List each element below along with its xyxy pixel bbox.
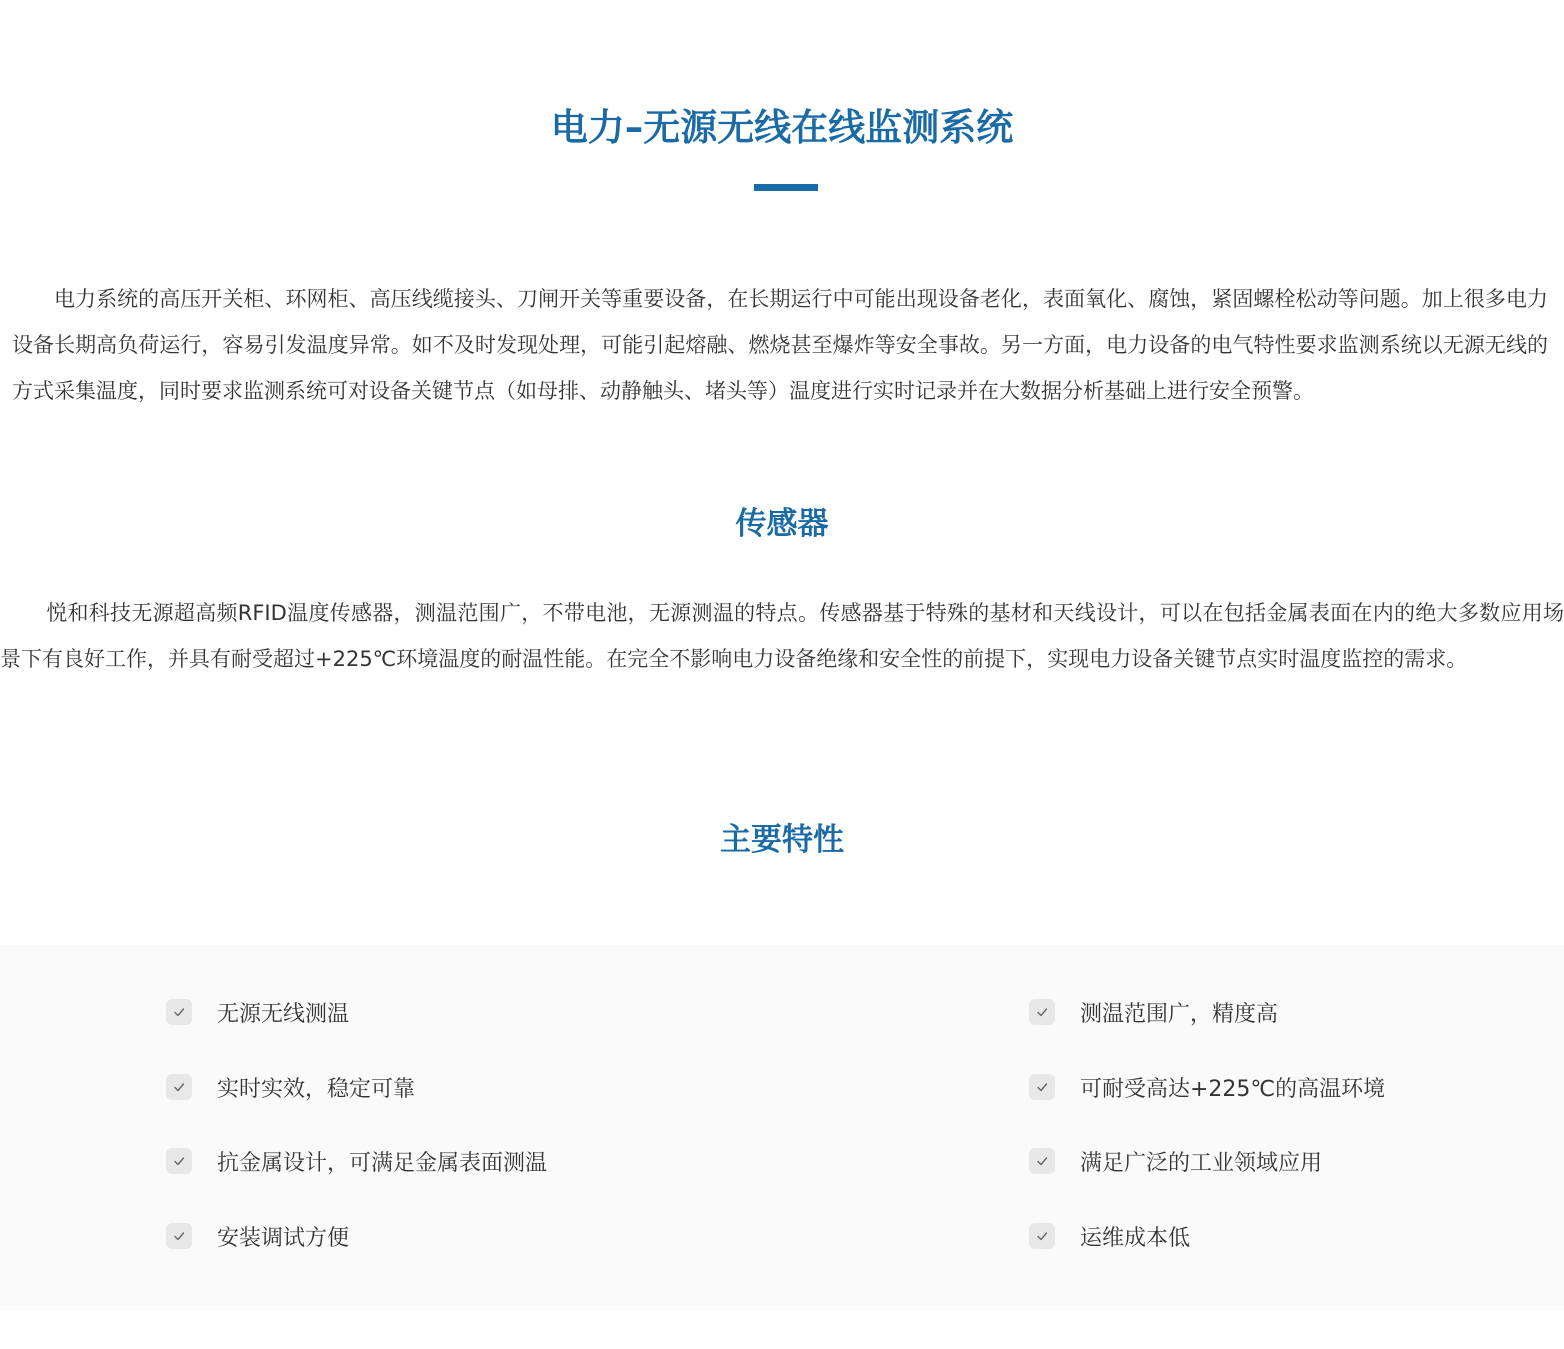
features-heading: 主要特性 [720, 822, 844, 858]
feature-item [1029, 1067, 1385, 1107]
title-underline [754, 184, 818, 191]
feature-item [1029, 992, 1278, 1032]
sensor-heading: 传感器 [735, 506, 829, 542]
feature-label: 满足广泛的工业领域应用 [1080, 1150, 1323, 1176]
feature-label: 抗金属设计，可满足金属表面测温 [217, 1150, 548, 1176]
feature-item [1029, 1216, 1190, 1256]
check-icon [1029, 1148, 1055, 1174]
feature-item [166, 992, 349, 1032]
check-icon [1029, 1223, 1055, 1249]
feature-label: 运维成本低 [1080, 1225, 1191, 1251]
check-icon [166, 1223, 192, 1249]
feature-label: 测温范围广，精度高 [1080, 1001, 1279, 1027]
intro-paragraph: 电力系统的高压开关柜、环网柜、高压线缆接头、刀闸开关等重要设备，在长期运行中可能出现设备老化，表面氧化、腐蚀，紧固螺栓松动等问题。加上很多电力设备长期高负荷运行，容易引发温度异常。如不及时发现处理，可能引起熔融、燃烧甚至爆炸等安全事故。另一方面，电力设备的电气特性要求监测系统以无源无线的方式采集温度，同时要求监测系统可对设备关键节点（如母排、动静触头、堵头等）温度进行实时记录并在大数据分析基础上进行安全预警。 [12, 287, 1548, 403]
feature-label: 可耐受高达+225℃的高温环境 [1080, 1076, 1386, 1102]
check-icon [1029, 999, 1055, 1025]
check-icon [166, 1074, 192, 1100]
feature-item [1029, 1141, 1322, 1181]
check-icon [166, 999, 192, 1025]
check-icon [166, 1148, 192, 1174]
feature-item [166, 1067, 415, 1107]
feature-label: 实时实效，稳定可靠 [217, 1076, 416, 1102]
page-title: 电力–无源无线在线监测系统 [550, 106, 1014, 149]
feature-item [166, 1216, 349, 1256]
sensor-description: 悦和科技无源超高频RFID温度传感器，测温范围广，不带电池，无源测温的特点。传感器基于特殊的基材和天线设计，可以在包括金属表面在内的绝大多数应用场景下有良好工作，并具有耐受超过+225℃环境温度的耐温性能。在完全不影响电力设备绝缘和安全性的前提下，实现电力设备关键节点实时温度监控的需求。 [0, 601, 1564, 671]
features-panel [0, 945, 1564, 1310]
feature-label: 无源无线测温 [217, 1001, 350, 1027]
check-icon [1029, 1074, 1055, 1100]
feature-label: 安装调试方便 [217, 1225, 350, 1251]
feature-item [166, 1141, 547, 1181]
